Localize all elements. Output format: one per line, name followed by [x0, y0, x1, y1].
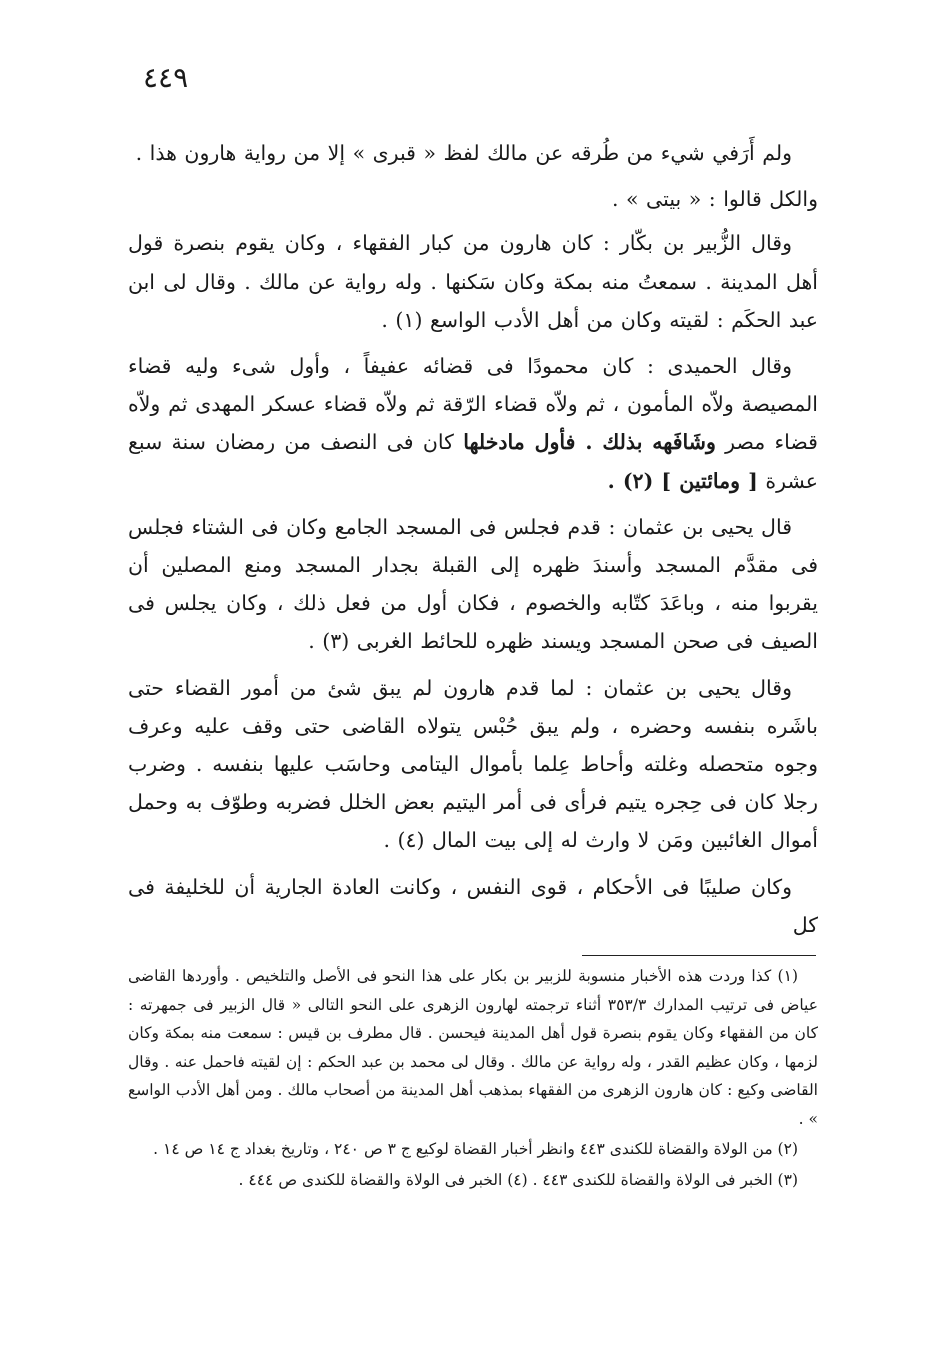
paragraph-humaydi: [128, 347, 818, 500]
humaydi-text-a: وقال الحميدى : كان محمودًا فى قضائه عفيفاً ، وأول شىء وليه قضاء المصيصة ولاّه المأمون ، ثم ولاّه قضاء الرّقة ثم ولاّه قضاء عسكر المهدى ثم ولاّه قضاء مصر: [128, 354, 818, 455]
humaydi-text-d: [ ومائتين ] (٢) .: [607, 468, 758, 493]
main-text: [128, 134, 818, 952]
paragraph-1: ولم أَرَفي شيء من طُرقه عن مالك لفظ « قبرى » إلا من رواية هارون هذا .: [135, 141, 792, 165]
footnote-1: (١) كذا وردت هذه الأخبار منسوبة للزبير بن بكار على هذا النحو فى الأصل والتلخيص . وأوردها القاضى عياض فى ترتيب المدارك ٣٥٣/٣ أثناء ترجمته لهارون الزهرى على النحو التالى « قال الزبير فى جمهرته : كان من الفقهاء وكان يقوم بنصرة قول أهل المدينة فيحسن . قال مطرف بن قيس : سمعت منه بمكة وكان لزمها ، وكان عظيم القدر ، وله رواية عن مالك . وقال لى محمد بن عبد الحكم : إن لقيته فاحمل عنه . وقال القاضى وكيع : كان هارون الزهرى من الفقهاء بمذهب أهل المدينة من أصحاب مالك . ومن أهل الأدب الواسع » .: [128, 967, 818, 1128]
paragraph-yahya-2: وقال يحيى بن عثمان : لما قدم هارون لم يبق شئ من أمور القضاء حتى باشَره بنفسه وحضره ، ولم يبق حُبْس يتولاه القاضى حتى وقف عليه وعرف وجوه متحصله وغلته وأحاط عِلما بأموال اليتامى وحاسَب عليها بنفسه . وضرب رجلا كان فى حِجره يتيم فرأى فى أمر اليتيم بعض الخلل فضربه وطوّف به وحمل أموال الغائبين ومَن لا وارث له إلى بيت المال (٤) .: [128, 675, 818, 853]
page-number: ٤٤٩: [143, 61, 189, 94]
paragraph-zubayr: وقال الزُّبير بن بكّار : كان هارون من كبار الفقهاء ، وكان يقوم بنصرة قول أهل المدينة . سمعتُ منه بمكة وكان سَكنها . وله رواية عن مالك . وقال لى ابن عبد الحكَم : لقيته وكان من أهل الأدب الواسع (١) .: [128, 231, 818, 332]
humaydi-text-c: كان فى النصف من رمضان سنة سبع عشرة: [128, 430, 818, 493]
footnotes: [128, 962, 818, 1196]
footnote-2: (٢) من الولاة والقضاة للكندى ٤٤٣ وانظر أخبار القضاة لوكيع ج ٣ ص ٢٤٠ ، وتاريخ بغداد ج ١٤ ص ١٤ .: [153, 1140, 798, 1158]
footnote-separator: [582, 955, 816, 956]
paragraph-last: وكان صليبًا فى الأحكام ، قوى النفس ، وكانت العادة الجارية أن للخليفة فى كل: [128, 874, 818, 937]
footnote-3-4: (٣) الخبر فى الولاة والقضاة للكندى ٤٤٣ . (٤) الخبر فى الولاة والقضاة للكندى ص ٤٤٤ .: [238, 1170, 798, 1189]
paragraph-yahya-1: قال يحيى بن عثمان : قدم فجلس فى المسجد الجامع وكان فى الشتاء فجلس فى مقدَّم المسجد وأسندَ ظهره إلى القبلة بجدار المسجد ومنع المصلين أن يقربوا منه ، وباعَدَ كتّابه والخصوم ، فكان أول من فعل ذلك ، وكان يجلس فى الصيف فى صحن المسجد ويسند ظهره للحائط الغربى (٣) .: [128, 514, 818, 654]
paragraph-2: والكل قالوا : « بيتى » .: [611, 187, 818, 212]
humaydi-text-bold: وشَافَهه بذلك . فأول مادخلها: [463, 430, 716, 455]
